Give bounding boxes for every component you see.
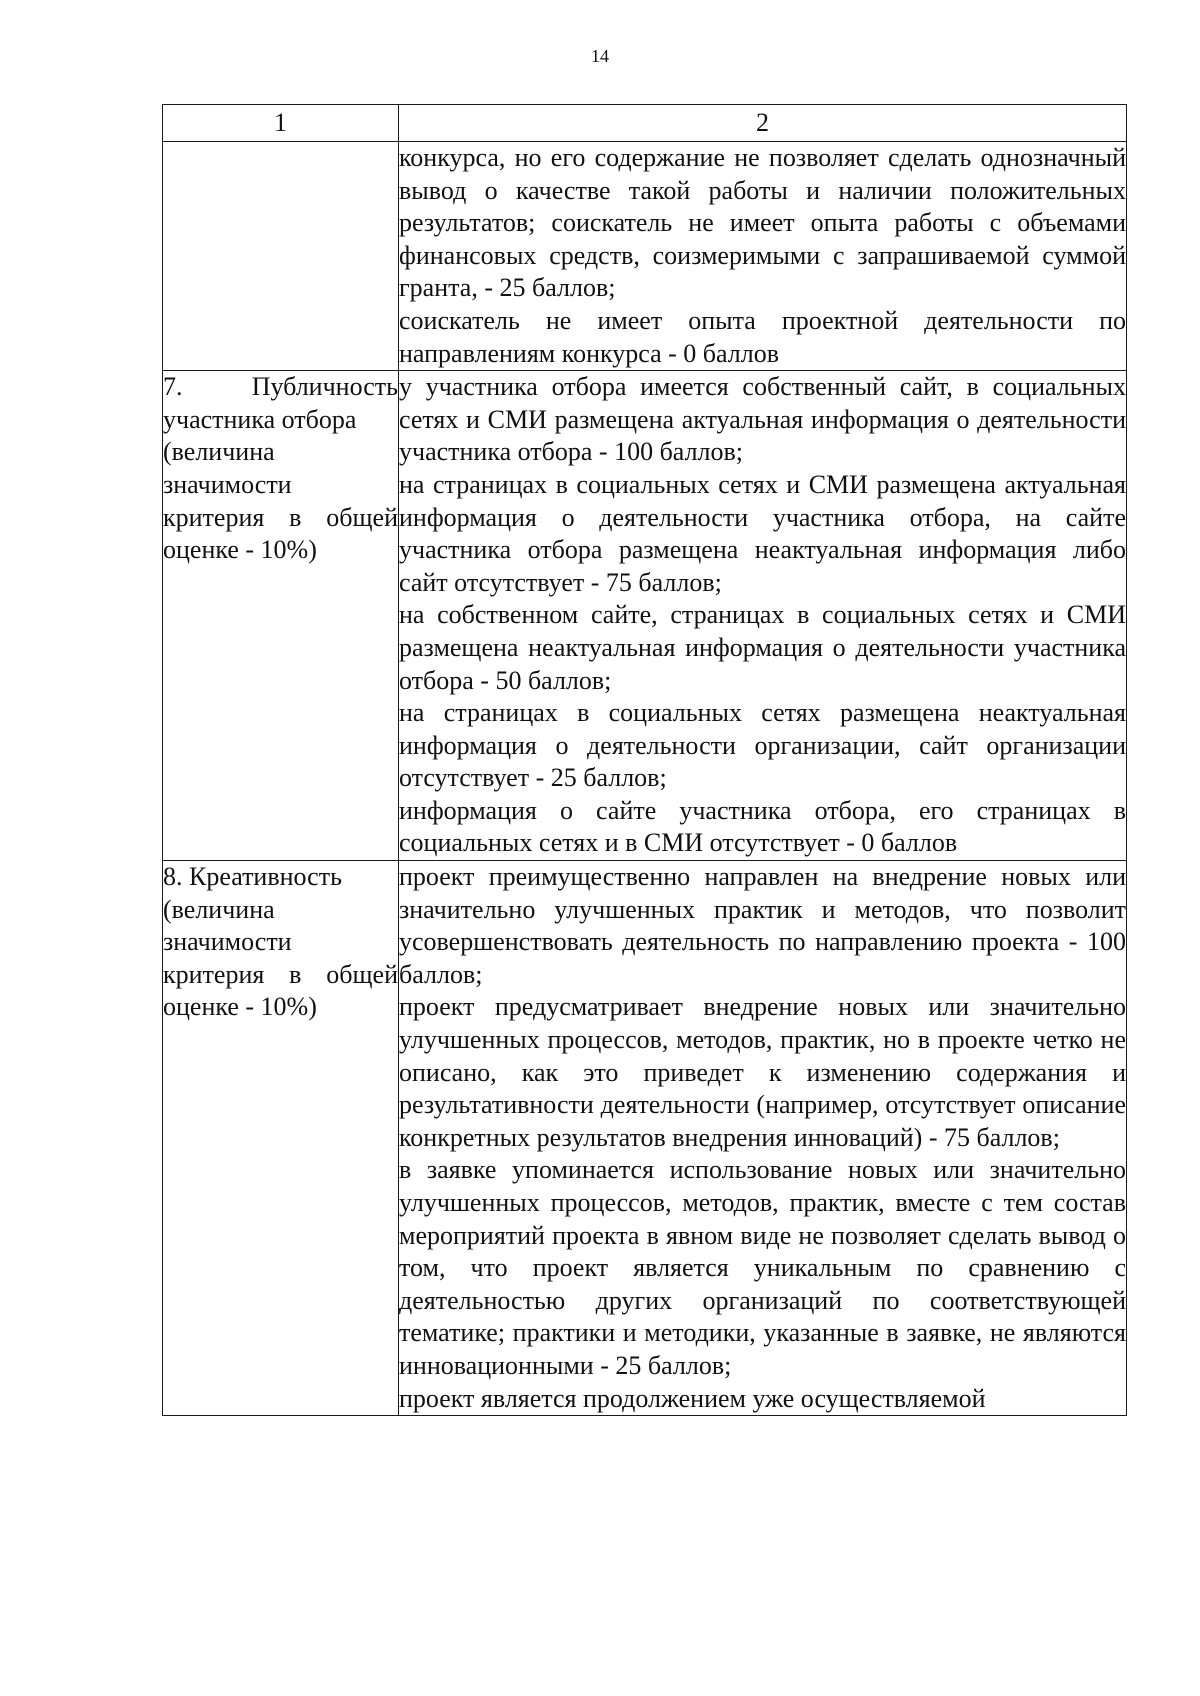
criterion-text: значимости [163,927,292,957]
criterion-text: (величина [163,894,275,924]
criterion-text: оценке - 10%) [163,992,317,1022]
table-row [163,371,1127,861]
scoring-paragraph: на страницах в социальных сетях и СМИ размещена актуальная информация о деятельности участника отбора, на сайте участника отбора размещена неактуальная информация либо сайт отсутствует - 75 баллов; [399,469,1126,597]
page-number: 14 [591,46,609,66]
scoring-paragraph: в заявке упоминается использование новых или значительно улучшенных процессов, методов, практик, вместе с тем состав мероприятий проекта в явном виде не позволяет сделать вывод о том, что проект является уникальным по сравнению с деятельностью других организаций по соответствующей тематике; практики и методики, указанные в заявке, не являются инновационными - 25 баллов; [399,1155,1126,1380]
criterion-cell [163,371,399,861]
scoring-paragraph: соискатель не имеет опыта проектной деятельности по направлениям конкурса - 0 баллов [399,305,1126,368]
criterion-cell [163,142,399,371]
scoring-paragraph: информация о сайте участника отбора, его страницах в социальных сетях и в СМИ отсутствует - 0 баллов [399,795,1126,858]
table-row [163,861,1127,1416]
scoring-paragraph: проект является продолжением уже осуществляемой [399,1383,986,1413]
criterion-text: критерия в общей [163,502,398,532]
scoring-paragraph: конкурса, но его содержание не позволяет сделать однозначный вывод о качестве такой работы и наличии положительных результатов; соискатель не имеет опыта работы с объемами финансовых средств, соизмеримыми с запрашиваемой суммой гранта, - 25 баллов; [399,143,1126,303]
scoring-cell [399,371,1127,861]
criterion-title: 8. Креативность [163,862,342,892]
criteria-table [162,104,1127,1416]
scoring-paragraph: на собственном сайте, страницах в социальных сетях и СМИ размещена неактуальная информация о деятельности участника отбора - 50 баллов; [399,600,1126,695]
criterion-cell [163,861,399,1416]
criterion-title: 7. Публичность [163,372,398,402]
criterion-text: оценке - 10%) [163,535,317,565]
scoring-cell [399,861,1127,1416]
scoring-paragraph: у участника отбора имеется собственный сайт, в социальных сетях и СМИ размещена актуальная информация о деятельности участника отбора - 100 баллов; [399,372,1126,467]
scoring-paragraph: проект предусматривает внедрение новых или значительно улучшенных процессов, методов, практик, но в проекте четко не описано, как это приведет к изменению содержания и результативности деятельности (например, отсутствует описание конкретных результатов внедрения инноваций) - 75 баллов; [399,992,1126,1152]
column-header-1: 1 [163,105,399,142]
column-header-2: 2 [399,105,1127,142]
criterion-text: значимости [163,469,292,499]
scoring-cell [399,142,1127,371]
criterion-text: (величина [163,437,275,467]
table-row [163,142,1127,371]
criterion-text: критерия в общей [163,959,398,989]
criterion-text: участника отбора [163,404,357,434]
table-header-row [163,105,1127,142]
scoring-paragraph: на страницах в социальных сетях размещена неактуальная информация о деятельности организации, сайт организации отсутствует - 25 баллов; [399,698,1126,793]
scoring-paragraph: проект преимущественно направлен на внедрение новых или значительно улучшенных практик и методов, что позволит усовершенствовать деятельность по направлению проекта - 100 баллов; [399,862,1126,989]
